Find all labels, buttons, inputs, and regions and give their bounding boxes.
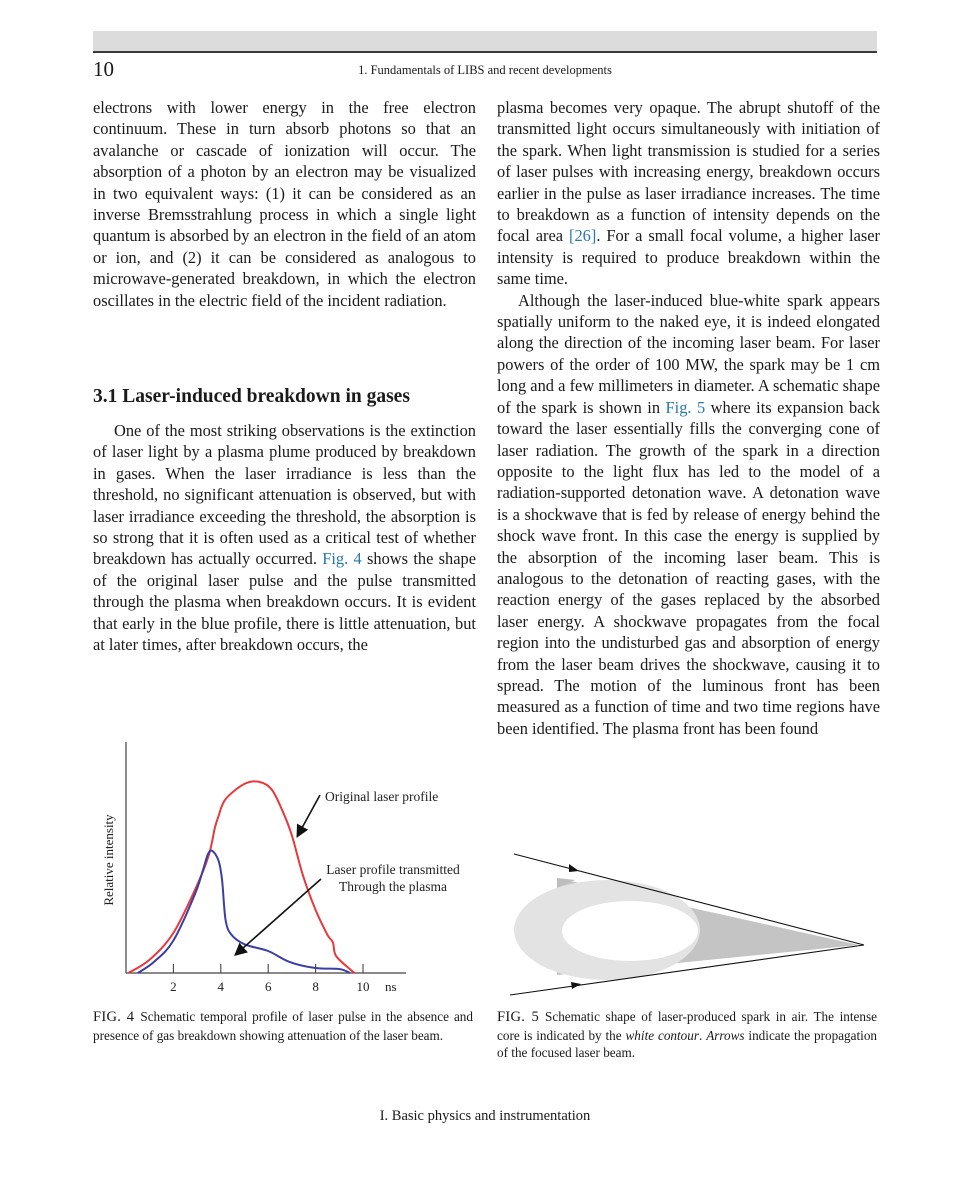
caption-text: . [699, 1027, 707, 1043]
annotation-arrow [235, 879, 321, 955]
annotation-arrow [297, 795, 320, 836]
figure-5-diagram [497, 840, 882, 1000]
fig5-link[interactable]: Fig. 5 [665, 397, 706, 417]
x-tick-label: 4 [217, 979, 225, 994]
left-column-para2 [93, 420, 476, 655]
spark-core-white-contour [562, 901, 698, 961]
paragraph [497, 97, 880, 290]
x-axis-unit-label: ns [385, 979, 397, 994]
running-title: 1. Fundamentals of LIBS and recent developments [358, 63, 612, 77]
caption-text: Schematic shape of laser-produced spark in air. The intense core is indicated by the [497, 1009, 877, 1043]
caption-italic: Arrows [706, 1027, 745, 1043]
x-tick-label: 2 [170, 979, 177, 994]
figure-5-caption [497, 1008, 877, 1062]
x-tick-label: 10 [356, 979, 370, 994]
paragraph: electrons with lower energy in the free electron continuum. These in turn absorb photons so that an avalanche or cascade of ionization will occur. The absorption of a photon by an electron may be visualized in two equivalent ways: (1) it can be considered as an inverse Bremsstrahlung process in which a single light quantum is absorbed by an electron in the field of an atom or ion, and (2) it can be considered as analogous to microwave-generated breakdown, in which the electron oscillates in the electric field of the incident radiation. [93, 98, 476, 310]
annotation-original-profile: Original laser profile [325, 789, 439, 804]
x-tick-label: 8 [312, 979, 319, 994]
figure-4-chart [93, 735, 483, 1000]
right-column [497, 97, 880, 739]
paragraph [93, 420, 476, 655]
series-transmitted-profile [138, 851, 350, 973]
arrow-upper-icon [569, 864, 579, 872]
spark-diagram [497, 840, 882, 1000]
annotation-transmitted-line2: Through the plasma [339, 879, 447, 894]
page-footer: I. Basic physics and instrumentation [379, 1108, 591, 1124]
text-span: One of the most striking observations is the extinction of laser light by a plasma plume produced by breakdown in gases. When the laser irradiance is less than the threshold, no significant attenuation is observed, but with laser irradiance exceeding the threshold, the absorption is so strong that it is often used as a critical test of whether breakdown has actually occurred. [93, 421, 476, 569]
figure-label: FIG. 4 [93, 1009, 135, 1025]
series-original-laser-profile [128, 781, 354, 973]
text-span: where its expansion back toward the laser essentially fills the converging cone of laser radiation. The growth of the spark in a direction opposite to the light flux has led to the model of a radiation-supported detonation wave. A detonation wave is a shockwave that is fed by release of energy behind the shock wave front. In this case the energy is supplied by the absorption of the incoming laser beam. This is analogous to the detonation of reacting gases, with the reaction energy of the gases replaced by the absorbed laser energy. A shockwave propagates from the focal region into the undisturbed gas and absorption of energy from the laser beam drives the shockwave, causing it to spread. The motion of the luminous front has been measured as a function of time and two time regions have been identified. The plasma front has been found [497, 397, 880, 738]
annotation-transmitted-line1: Laser profile transmitted [326, 862, 460, 877]
x-tick-label: 6 [264, 979, 272, 994]
figure-label: FIG. 5 [497, 1009, 539, 1025]
caption-text: Schematic temporal profile of laser pulse in the absence and presence of gas breakdown showing attenuation of the laser beam. [93, 1009, 473, 1043]
chart-svg [93, 735, 483, 1000]
header-bar [93, 31, 877, 51]
section-heading: 3.1 Laser-induced breakdown in gases [93, 386, 410, 407]
caption-italic: white contour [625, 1027, 699, 1043]
caption-text: indicate the propagation of the focused laser beam. [497, 1027, 878, 1060]
header-rule [93, 51, 877, 53]
figure-4-caption [93, 1008, 473, 1044]
paragraph [497, 290, 880, 740]
text-span: . For a small focal volume, a higher laser intensity is required to produce breakdown within the same time. [497, 226, 880, 289]
left-column-para1 [93, 97, 476, 311]
text-span: Although the laser-induced blue-white spark appears spatially uniform to the naked eye, it is indeed elongated along the direction of the incoming laser beam. For laser powers of the order of 100 MW, the spark may be 1 cm long and a few millimeters in diameter. A schematic shape of the spark is shown in [497, 290, 880, 417]
text-span: plasma becomes very opaque. The abrupt shutoff of the transmitted light occurs simultaneously with initiation of the spark. When light transmission is studied for a series of laser pulses with increasing energy, breakdown occurs earlier in the pulse as laser irradiance increases. The time to breakdown as a function of intensity depends on the focal area [497, 98, 880, 246]
fig4-link[interactable]: Fig. 4 [322, 549, 362, 569]
page-number: 10 [93, 57, 114, 81]
text-span: shows the shape of the original laser pulse and the pulse transmitted through the plasma when breakdown occurs. It is evident that early in the blue profile, there is little attenuation, but at later times, after breakdown occurs, the [93, 549, 476, 655]
ref-26-link[interactable]: [26] [569, 226, 597, 246]
y-axis-label: Relative intensity [101, 814, 116, 906]
